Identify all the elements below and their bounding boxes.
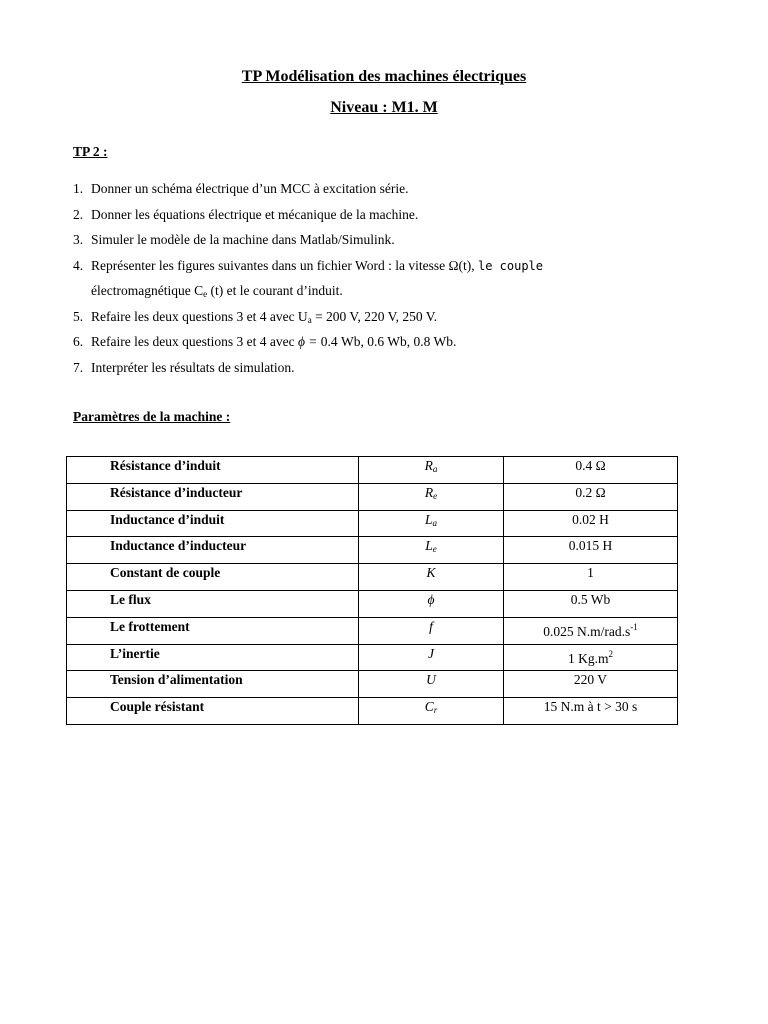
param-name: Constant de couple [67,564,359,591]
list-item: 7. Interpréter les résultats de simulation. [73,359,295,375]
param-value: 0.5 Wb [504,590,678,617]
param-name: Inductance d’inducteur [67,537,359,564]
param-symbol: ϕ [359,590,504,617]
param-value: 0.015 H [504,537,678,564]
param-symbol: U [359,671,504,698]
list-item: 2. Donner les équations électrique et mécanique de la machine. [73,206,419,222]
table-row [67,537,678,564]
param-value: 0.025 $N.m/rad.s^{-1}$ [504,617,678,644]
document-title: TP Modélisation des machines électriques [241,68,527,85]
param-name: L’inertie [67,644,359,671]
list-item-continuation: électromagnétique $C_e$ (t) et le courant d’induit. [91,283,343,299]
param-symbol: $R_e$ [359,483,504,510]
table-row [67,671,678,698]
param-symbol: K [359,564,504,591]
table-row [67,617,678,644]
list-item: 1. Donner un schéma électrique d’un MCC à excitation série. [73,181,409,196]
task-list [73,180,693,384]
list-item: 4. Représenter les figures suivantes dans un fichier Word : la vitesse Ω(t), le couple [73,257,543,273]
param-name: Inductance d’induit [67,510,359,537]
param-symbol: f [359,617,504,644]
tp-heading: TP 2 : [73,144,108,159]
parameters-heading: Paramètres de la machine : [73,409,231,424]
param-value: 1 $Kg.m^2$ [504,644,678,671]
table-row [67,644,678,671]
param-symbol: J [359,644,504,671]
param-name: Couple résistant [67,698,359,725]
param-value: 15 N.m à t > 30 s [504,698,678,725]
table-row [67,457,678,484]
param-value: 220 V [504,671,678,698]
param-value: 0.02 H [504,510,678,537]
table-row [67,483,678,510]
param-name: Tension d’alimentation [67,671,359,698]
table-row [67,590,678,617]
param-value: 0.2 Ω [504,483,678,510]
param-symbol: $R_a$ [359,457,504,484]
param-name: Le flux [67,590,359,617]
level-heading: Niveau : M1. M [330,99,438,116]
list-item: 3. Simuler le modèle de la machine dans Matlab/Simulink. [73,232,395,247]
list-item: 6. Refaire les deux questions 3 et 4 avec ϕ = 0.4 Wb, 0.6 Wb, 0.8 Wb. [73,334,457,349]
param-value: 0.4 Ω [504,457,678,484]
table-row [67,698,678,725]
param-name: Résistance d’induit [67,457,359,484]
table-row [67,564,678,591]
param-symbol: $L_e$ [359,537,504,564]
list-item: 5. Refaire les deux questions 3 et 4 avec $U_a = 200$ V, 220 V, 250 V. [73,308,438,325]
param-symbol: $L_a$ [359,510,504,537]
param-symbol: $C_r$ [359,698,504,725]
parameters-table [66,456,678,725]
param-value: 1 [504,564,678,591]
table-row [67,510,678,537]
param-name: Résistance d’inducteur [67,483,359,510]
param-name: Le frottement [67,617,359,644]
